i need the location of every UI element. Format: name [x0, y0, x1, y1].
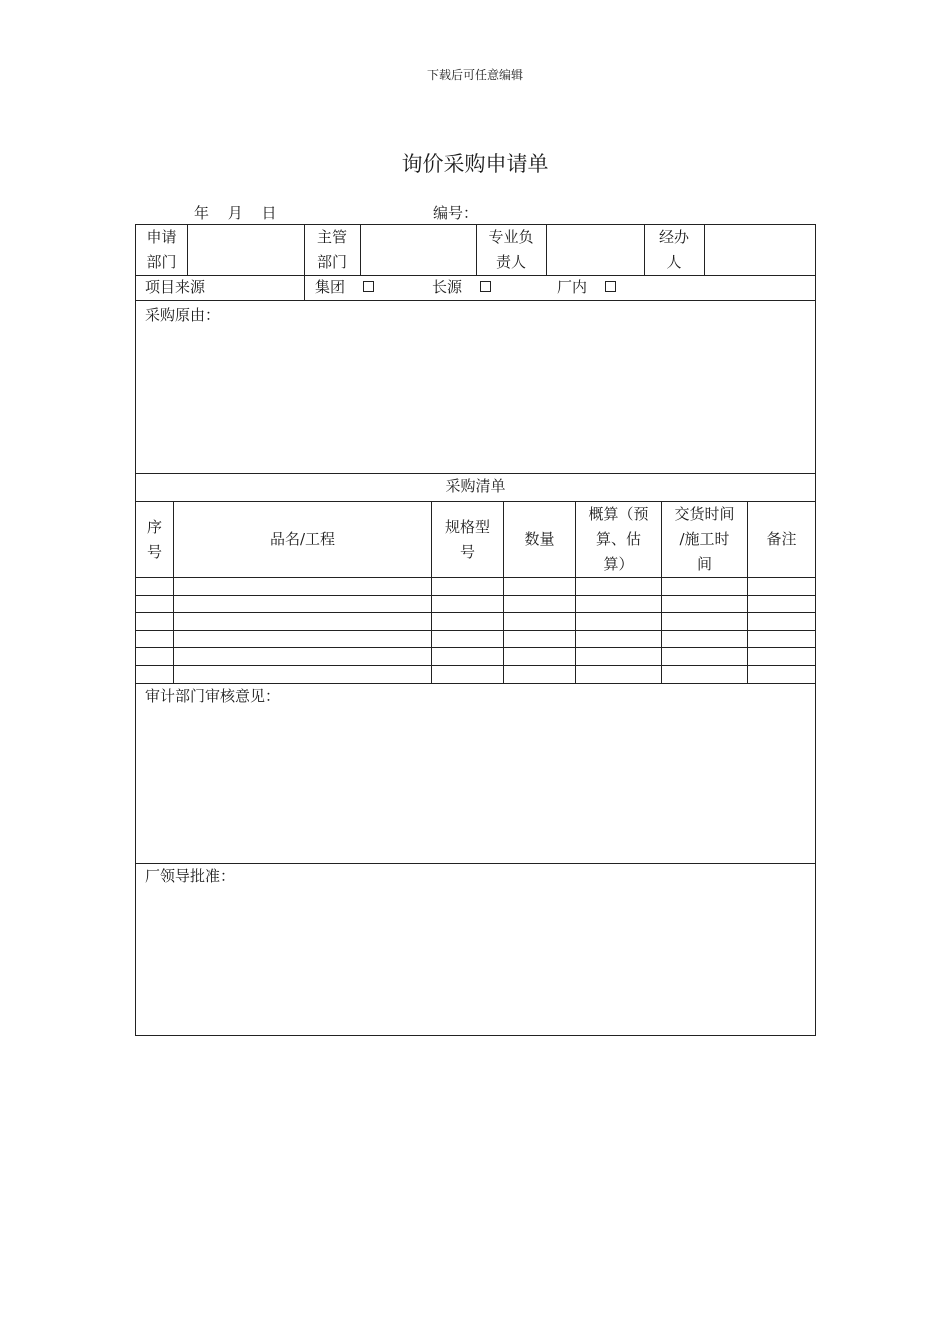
changyuan-checkbox[interactable] — [480, 281, 491, 292]
handler-field[interactable] — [705, 225, 815, 275]
applicant-dept-label: 申请 部门 — [146, 228, 177, 271]
source-option-group[interactable]: 集团 — [315, 275, 374, 300]
supervising-dept-field[interactable] — [361, 225, 476, 275]
col-header-no: 序 号 — [146, 518, 162, 561]
col-header-budget: 概算（预 算、估 算） — [588, 505, 649, 573]
date-field: 年 月 日 — [194, 204, 277, 222]
supervising-dept-label: 主管 部门 — [316, 228, 347, 271]
col-header-spec: 规格型 号 — [444, 518, 490, 561]
specialist-label: 专业负 责人 — [488, 228, 534, 271]
purchase-request-form — [135, 224, 816, 1036]
col-header-qty: 数量 — [524, 530, 555, 548]
group-checkbox[interactable] — [363, 281, 374, 292]
source-option-changyuan[interactable]: 长源 — [432, 275, 491, 300]
audit-opinion-label: 审计部门审核意见： — [145, 687, 281, 705]
purchase-reason-label: 采购原由： — [145, 306, 221, 324]
col-header-delivery-time: 交货时间 /施工时 间 — [674, 505, 735, 573]
source-option-internal[interactable]: 厂内 — [557, 275, 616, 300]
handler-label: 经办 人 — [658, 228, 689, 271]
applicant-dept-field[interactable] — [188, 225, 304, 275]
col-header-note: 备注 — [766, 530, 797, 548]
purchase-list-title: 采购清单 — [445, 477, 506, 495]
specialist-field[interactable] — [547, 225, 644, 275]
approval-label: 厂领导批准： — [145, 867, 236, 885]
header-note: 下载后可任意编辑 — [426, 68, 523, 82]
col-header-name: 品名/工程 — [269, 530, 336, 548]
page-title: 询价采购申请单 — [401, 152, 549, 176]
serial-number-label: 编号： — [433, 204, 479, 222]
project-source-label: 项目来源 — [145, 278, 206, 296]
internal-checkbox[interactable] — [605, 281, 616, 292]
